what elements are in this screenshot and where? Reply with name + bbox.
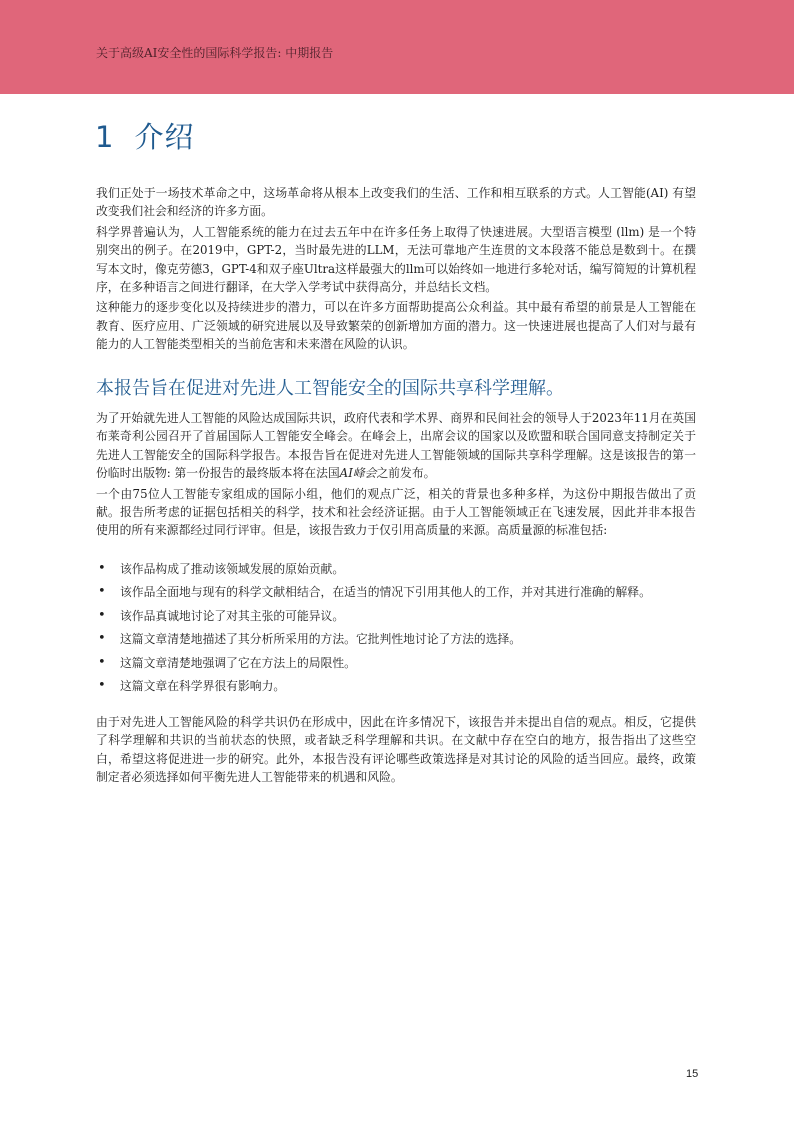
body-paragraph [96,409,696,483]
closing-paragraph: 由于对先进人工智能风险的科学共识仍在形成中，因此在许多情况下，该报告并未提出自信的观点。相反，它提供了科学理解和共识的当前状态的快照，或者缺乏科学理解和共识。在文献中存在空白的地方，报告指出了这些空白，希望这将促进进一步的研究。此外，本报告没有评论哪些政策选择是对其讨论的风险的适当回应。最终，政策制定者必须选择如何平衡先进人工智能带来的机遇和风险。 [96,715,696,785]
body-section [96,409,696,542]
chapter-title: 介绍 [134,120,195,154]
criteria-item: • 这篇文章在科学界很有影响力。 [96,677,696,695]
closing-section [96,713,696,789]
chapter-heading [95,115,194,156]
body-paragraph-text: 为了开始就先进人工智能的风险达成国际共识，政府代表和学术界、商界和民间社会的领导人于2023年11月在英国布莱奇利公园召开了首届国际人工智能安全峰会。在峰会上，出席会议的国家以及欧盟和联合国同意支持制定关于先进人工智能安全的国际科学报告。本报告旨在促进对先进人工智能领域的国际共享科学理解。这是该报告的第一份临时出版物: 第一份报告的最终版本将在法国 [96,411,696,481]
chapter-number: 1 [95,120,115,154]
criteria-item: • 这篇文章清楚地强调了它在方法上的局限性。 [96,654,696,672]
running-header-title: 关于高级AI安全性的国际科学报告: 中期报告 [96,46,334,60]
criteria-list [96,560,696,700]
body-paragraph: 一个由75位人工智能专家组成的国际小组，他们的观点广泛，相关的背景也多种多样，为这份中期报告做出了贡献。报告所考虑的证据包括相关的科学，技术和社会经济证据。由于人工智能领域正在飞速发展，因此并非本报告使用的所有来源都经过同行评审。但是，该报告致力于仅引用高质量的来源。高质量源的标准包括: [96,486,696,538]
criteria-item: • 该作品构成了推动该领域发展的原始贡献。 [96,560,696,578]
summit-name: AI峰会 [339,466,377,481]
intro-paragraph: 科学界普遍认为，人工智能系统的能力在过去五年中在许多任务上取得了快速进展。大型语言模型 (llm) 是一个特别突出的例子。在2019中，GPT-2，当时最先进的LLM，无法可靠地产生连贯的文本段落不能总是数到十。在撰写本文时，像克劳德3，GPT-4和双子座Ultra这样最强大的llm可以始终如一地进行多轮对话，编写简短的计算机程序，在多种语言之间进行翻译，在大学入学考试中获得高分，并总结长文档。 [96,224,696,295]
section-subheading: 本报告旨在促进对先进人工智能安全的国际共享科学理解。 [96,378,564,399]
criteria-item: • 该作品真诚地讨论了对其主张的可能异议。 [96,607,696,625]
intro-paragraph: 这种能力的逐步变化以及持续进步的潜力，可以在许多方面帮助提高公众利益。其中最有希望的前景是人工智能在教育、医疗应用、广泛领域的研究进展以及导致繁荣的创新增加方面的潜力。这一快速进展也提高了人们对与最有能力的人工智能类型相关的当前危害和未来潜在风险的认识。 [96,300,696,352]
criteria-item: • 这篇文章清楚地描述了其分析所采用的方法。它批判性地讨论了方法的选择。 [96,630,696,648]
intro-paragraph: 我们正处于一场技术革命之中，这场革命将从根本上改变我们的生活、工作和相互联系的方式。人工智能(AI) 有望改变我们社会和经济的许多方面。 [96,186,696,219]
page-number: 15 [686,1068,699,1080]
header-band [0,0,794,94]
intro-section [96,184,696,356]
body-paragraph-text: 之前发布。 [376,466,436,481]
criteria-item: • 该作品全面地与现有的科学文献相结合，在适当的情况下引用其他人的工作，并对其进行准确的解释。 [96,583,696,601]
